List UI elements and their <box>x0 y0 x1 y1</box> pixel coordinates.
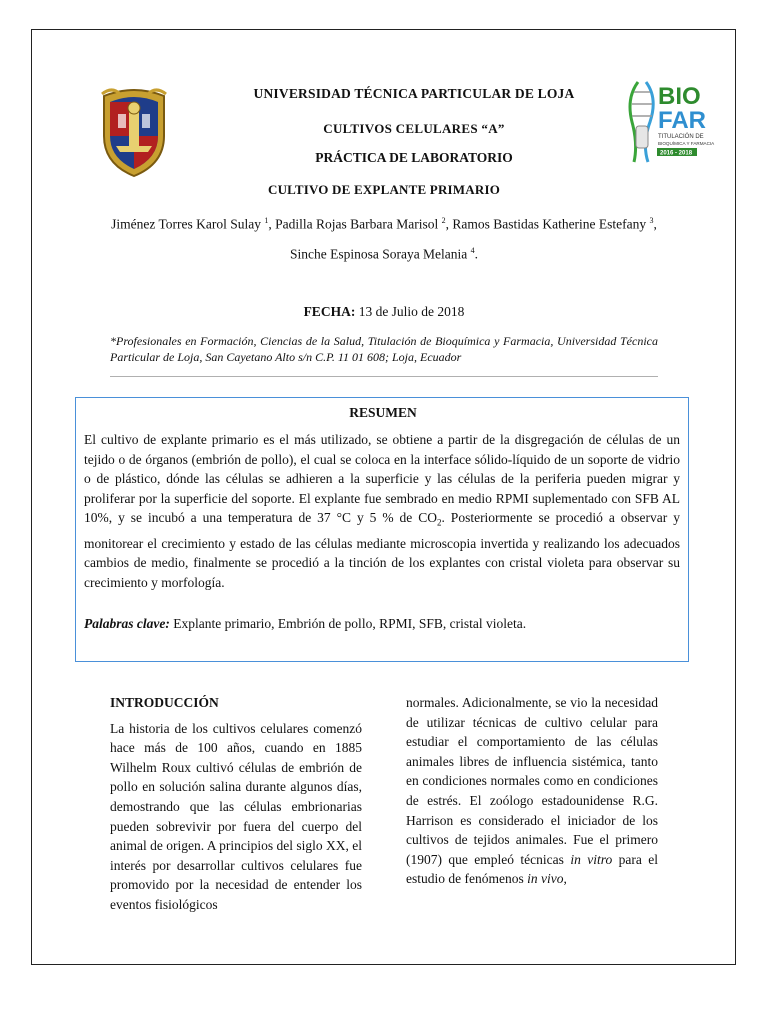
intro-heading: INTRODUCCIÓN <box>110 695 219 710</box>
abstract-text <box>84 430 680 592</box>
keywords-label: Palabras clave: <box>84 616 170 631</box>
author-1: Jiménez Torres Karol Sulay <box>111 216 265 232</box>
header-divider <box>110 376 658 377</box>
abstract-text-part-2: . Posteriormente se procedió a observar y monitorear el crecimiento y estado de las células mediante microscopia invertida y realizando los adecuados cambios de medio, finalmente se procedió a la tinción de los explantes con cristal violeta para observar su crecimiento y morfología. <box>84 510 680 590</box>
author-2: , Padilla Rojas Barbara Marisol <box>268 216 442 232</box>
intro-column-left <box>110 693 362 915</box>
abstract-text-part-1: El cultivo de explante primario es el más utilizado, se obtiene a partir de la disgregación de células de un tejido o de órganos (embrión de pollo), el cual se coloca en la interface sólido-líquido de un soporte de vidrio o de plástico, dónde las células se adhieren a la superficie y las células de la periferia pueden migrar y proliferar por la superficie del soporte. El explante fue sembrado en medio RPMI suplementado con SFB AL 10%, y se incubó a una temperatura de 37 °C y 5 % de CO <box>84 432 680 526</box>
affiliation: *Profesionales en Formación, Ciencias de la Salud, Titulación de Bioquímica y Farmacia, Universidad Técnica Particular de Loja, San Cayetano Alto s/n C.P. 11 01 608; Loja, Ecuador <box>110 334 658 364</box>
intro-right-part-3: , <box>563 871 567 887</box>
intro-right-part-2: para el estudio de fenómenos <box>406 851 658 887</box>
university-name: UNIVERSIDAD TÉCNICA PARTICULAR DE LOJA <box>253 86 575 101</box>
paper-title: CULTIVO DE EXPLANTE PRIMARIO <box>267 182 501 197</box>
intro-column-right <box>406 693 658 889</box>
biofar-bio-text: BIO <box>658 83 701 110</box>
author-1-sup: 1 <box>264 216 269 225</box>
keywords-list: Explante primario, Embrión de pollo, RPMI, SFB, cristal violeta. <box>169 616 527 631</box>
date-label: FECHA: <box>303 304 356 319</box>
author-4: , Sinche Espinosa Soraya Melania <box>289 216 657 261</box>
author-3: , Ramos Bastidas Katherine Estefany <box>445 216 650 232</box>
date-value: 13 de Julio de 2018 <box>355 304 465 319</box>
author-2-sup: 2 <box>441 216 446 225</box>
intro-left-paragraph: La historia de los cultivos celulares comenzó hace más de 100 años, cuando en 1885 Wilhelm Roux cultivó células de embrión de pollo en solución salina durante algunos días, demostrando que las células embrionarias pueden sobrevivir por fuera del cuerpo del animal de origen. A principios del siglo XX, el interés por desarrollar cultivos celulares fue promovido por la necesidad de entender los eventos fisiológicos <box>110 720 362 912</box>
author-end: . <box>474 246 479 261</box>
abstract-box <box>75 397 689 662</box>
abstract-co2-subscript: 2 <box>436 518 442 529</box>
intro-right-part-1: normales. Adicionalmente, se vio la necesidad de utilizar técnicas de cultivo celular para estudiar el comportamiento de las células animales libres de influencia sistémica, tanto en condiciones normales como en condiciones de estrés. El zoólogo estadounidense R.G. Harrison es considerado el iniciador de los cultivos de tejidos animales. Fue el primero (1907) que empleó técnicas <box>406 695 658 867</box>
biofar-years: 2016 - 2018 <box>660 150 693 157</box>
intro-right-em-2: in vivo <box>527 871 564 887</box>
biofar-subtitle-2: BIOQUÍMICA Y FARMACIA <box>658 141 715 146</box>
biofar-far-text: FAR <box>658 107 706 134</box>
course-title: CULTIVOS CELULARES “A” <box>323 121 505 136</box>
keywords <box>84 616 680 632</box>
abstract-title: RESUMEN <box>349 405 417 420</box>
author-4-sup: 4 <box>470 245 475 255</box>
date-line <box>0 304 768 320</box>
author-3-sup: 3 <box>649 216 654 225</box>
intro-right-em-1: in vitro <box>570 851 613 867</box>
biofar-subtitle-1: TITULACIÓN DE <box>658 134 704 140</box>
author-list <box>110 208 658 267</box>
practice-title: PRÁCTICA DE LABORATORIO <box>315 150 513 165</box>
intro-right-paragraph <box>406 693 658 889</box>
